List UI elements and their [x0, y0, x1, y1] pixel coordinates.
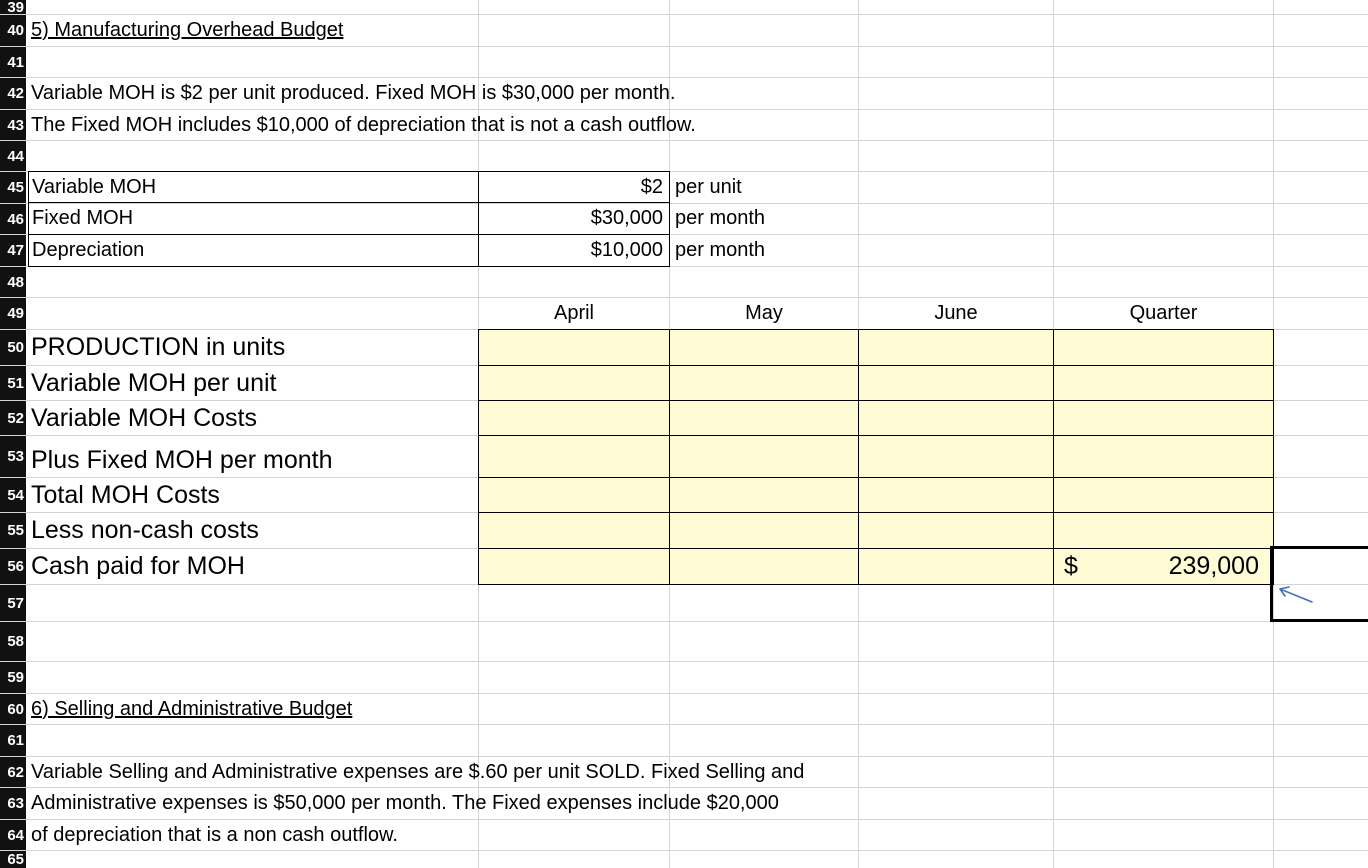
row-gridline: [0, 850, 1368, 851]
row-gridline: [0, 621, 1368, 622]
input-value-variable-moh[interactable]: $2: [478, 171, 670, 203]
input-cell[interactable]: [858, 400, 1054, 436]
row-header[interactable]: 49: [0, 298, 26, 329]
row-header[interactable]: 62: [0, 757, 26, 787]
input-cell[interactable]: [858, 477, 1054, 513]
row-header[interactable]: 40: [0, 15, 26, 46]
row-header[interactable]: 50: [0, 330, 26, 365]
input-cell[interactable]: [478, 548, 670, 585]
input-cell[interactable]: [669, 365, 859, 401]
column-header-june[interactable]: June: [934, 302, 978, 324]
input-unit[interactable]: per month: [675, 207, 766, 229]
sa-description-line[interactable]: of depreciation that is a non cash outflow.: [31, 823, 398, 846]
input-unit[interactable]: per unit: [675, 175, 742, 198]
input-cell[interactable]: [478, 512, 670, 549]
row-header[interactable]: 42: [0, 78, 26, 109]
input-value-fixed-moh[interactable]: $30,000: [478, 202, 670, 235]
input-label-depreciation[interactable]: Depreciation: [28, 234, 479, 267]
input-cell[interactable]: [1053, 435, 1274, 478]
input-cell[interactable]: [858, 548, 1054, 585]
row-header[interactable]: 39: [0, 0, 26, 14]
input-cell[interactable]: [669, 548, 859, 585]
row-header[interactable]: 56: [0, 549, 26, 584]
input-cell[interactable]: [478, 365, 670, 401]
input-cell[interactable]: [1053, 329, 1274, 366]
moh-description-line[interactable]: Variable MOH is $2 per unit produced. Fixed MOH is $30,000 per month.: [31, 82, 676, 104]
row-header[interactable]: 51: [0, 366, 26, 400]
sa-section-heading[interactable]: 6) Selling and Administrative Budget: [31, 697, 353, 720]
input-cell[interactable]: [858, 329, 1054, 366]
cursor-arrow-icon: [1276, 584, 1316, 606]
moh-description-line[interactable]: The Fixed MOH includes $10,000 of depreciation that is not a cash outflow.: [31, 113, 696, 136]
input-cell[interactable]: [669, 435, 859, 478]
input-cell[interactable]: [1053, 477, 1274, 513]
input-cell[interactable]: [669, 329, 859, 366]
input-cell[interactable]: [669, 512, 859, 549]
row-header[interactable]: 63: [0, 788, 26, 819]
cash-paid-total-value: 239,000: [1168, 552, 1259, 580]
row-header[interactable]: 64: [0, 820, 26, 850]
currency-symbol: $: [1064, 552, 1078, 580]
row-header[interactable]: 57: [0, 585, 26, 621]
row-header[interactable]: 55: [0, 513, 26, 548]
row-header[interactable]: 46: [0, 204, 26, 234]
input-value-depreciation[interactable]: $10,000: [478, 234, 670, 267]
input-cell[interactable]: [1053, 512, 1274, 549]
row-header[interactable]: 48: [0, 267, 26, 297]
input-cell[interactable]: [669, 400, 859, 436]
row-gridline: [0, 140, 1368, 141]
input-cell[interactable]: [1053, 365, 1274, 401]
input-cell[interactable]: [478, 329, 670, 366]
row-label-plus-fixed-moh[interactable]: Plus Fixed MOH per month: [31, 445, 333, 474]
row-header[interactable]: 43: [0, 110, 26, 140]
input-cell[interactable]: [478, 435, 670, 478]
input-label-variable-moh[interactable]: Variable MOH: [28, 171, 479, 203]
input-cell[interactable]: [478, 400, 670, 436]
row-gridline: [0, 46, 1368, 47]
input-cell[interactable]: [858, 435, 1054, 478]
quarter-cash-paid-cell[interactable]: [1053, 548, 1274, 585]
column-header-may[interactable]: May: [745, 302, 783, 324]
row-header[interactable]: 53: [0, 436, 26, 477]
moh-section-heading[interactable]: 5) Manufacturing Overhead Budget: [31, 19, 344, 41]
input-cell[interactable]: [1053, 400, 1274, 436]
input-label-fixed-moh[interactable]: Fixed MOH: [28, 202, 479, 235]
input-cell[interactable]: [858, 512, 1054, 549]
row-header[interactable]: 45: [0, 172, 26, 203]
row-label-total-moh-costs[interactable]: Total MOH Costs: [31, 480, 220, 509]
column-header-april[interactable]: April: [553, 302, 594, 324]
sa-description-line[interactable]: Variable Selling and Administrative expenses are $.60 per unit SOLD. Fixed Selling and: [31, 760, 805, 783]
row-header[interactable]: 65: [0, 851, 26, 868]
row-header[interactable]: 44: [0, 141, 26, 171]
row-label-cash-paid-moh[interactable]: Cash paid for MOH: [31, 552, 245, 580]
row-label-variable-moh-per-unit[interactable]: Variable MOH per unit: [31, 368, 277, 397]
row-header[interactable]: 60: [0, 694, 26, 724]
row-header[interactable]: 52: [0, 401, 26, 435]
input-cell[interactable]: [858, 365, 1054, 401]
row-gridline: [0, 661, 1368, 662]
input-cell[interactable]: [478, 477, 670, 513]
row-label-variable-moh-costs[interactable]: Variable MOH Costs: [31, 403, 257, 432]
sa-description-line[interactable]: Administrative expenses is $50,000 per month. The Fixed expenses include $20,000: [31, 792, 779, 814]
column-header-quarter[interactable]: Quarter: [1129, 302, 1198, 324]
row-header[interactable]: 47: [0, 235, 26, 266]
input-cell[interactable]: [669, 477, 859, 513]
row-label-less-non-cash[interactable]: Less non-cash costs: [31, 516, 259, 544]
row-header[interactable]: 61: [0, 725, 26, 756]
row-gridline: [0, 724, 1368, 725]
row-header[interactable]: 58: [0, 622, 26, 661]
row-header[interactable]: 59: [0, 662, 26, 693]
row-label-production[interactable]: PRODUCTION in units: [31, 333, 286, 361]
row-header[interactable]: 54: [0, 478, 26, 512]
input-unit[interactable]: per month: [675, 239, 766, 261]
row-header[interactable]: 41: [0, 47, 26, 77]
